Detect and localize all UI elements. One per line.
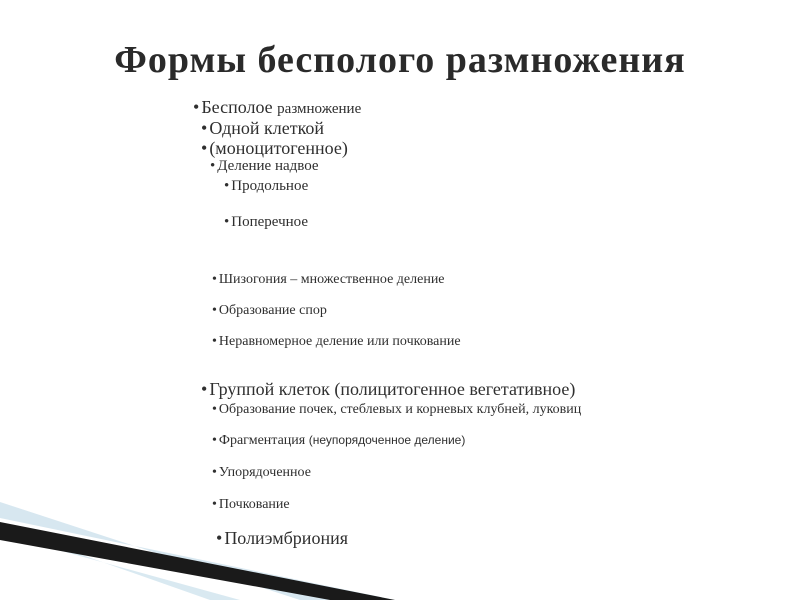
- list-item: [201, 379, 575, 401]
- corner-decoration: [0, 500, 420, 600]
- bullet: •: [212, 303, 217, 318]
- bullet: •: [224, 214, 230, 230]
- item-text: Шизогония – множественное деление: [218, 272, 445, 287]
- item-text: Почкование: [218, 497, 290, 512]
- bullet: •: [212, 334, 217, 349]
- list-item: [212, 334, 461, 351]
- bullet: •: [201, 138, 208, 158]
- bullet: •: [212, 402, 217, 417]
- item-text: Неравномерное деление или почкование: [218, 334, 461, 349]
- item-text: (моноцитогенное): [209, 138, 348, 158]
- slide-title: Формы бесполого размножения: [114, 39, 686, 81]
- list-item: [210, 157, 319, 175]
- item-text: Группой клеток (полицитогенное вегетативное): [209, 379, 576, 399]
- item-text: Продольное: [231, 178, 309, 194]
- list-item: [212, 272, 445, 289]
- list-item: [212, 433, 465, 450]
- bullet: •: [201, 118, 208, 138]
- item-text: Упорядоченное: [218, 465, 311, 480]
- bullet: •: [210, 158, 216, 174]
- item-text: Полиэмбриония: [224, 528, 348, 548]
- bullet: •: [224, 178, 230, 194]
- item-text-small: (неупорядоченное деление): [308, 433, 466, 447]
- bullet: •: [212, 272, 217, 287]
- bullet: •: [216, 528, 223, 548]
- item-text: Одной клеткой: [209, 118, 325, 138]
- item-text: Образование спор: [218, 303, 327, 318]
- list-item: [212, 303, 327, 320]
- list-item: [224, 177, 308, 195]
- item-text-small: размножение: [277, 101, 362, 117]
- item-text: Деление надвое: [217, 158, 319, 174]
- list-item: [224, 213, 308, 231]
- list-item: [193, 97, 361, 119]
- list-item: [201, 118, 324, 140]
- bullet: •: [201, 379, 208, 399]
- item-text: Образование почек, стеблевых и корневых клубней, луковиц: [218, 402, 582, 417]
- item-text: Фрагментация: [218, 433, 309, 448]
- list-item: [212, 402, 581, 419]
- bullet: •: [212, 497, 217, 512]
- item-text: Бесполое: [201, 97, 278, 117]
- item-text: Поперечное: [231, 214, 308, 230]
- bullet: •: [212, 465, 217, 480]
- list-item: [212, 465, 311, 482]
- bullet: •: [193, 97, 200, 117]
- bullet: •: [212, 433, 217, 448]
- decor-light-band: [0, 502, 395, 600]
